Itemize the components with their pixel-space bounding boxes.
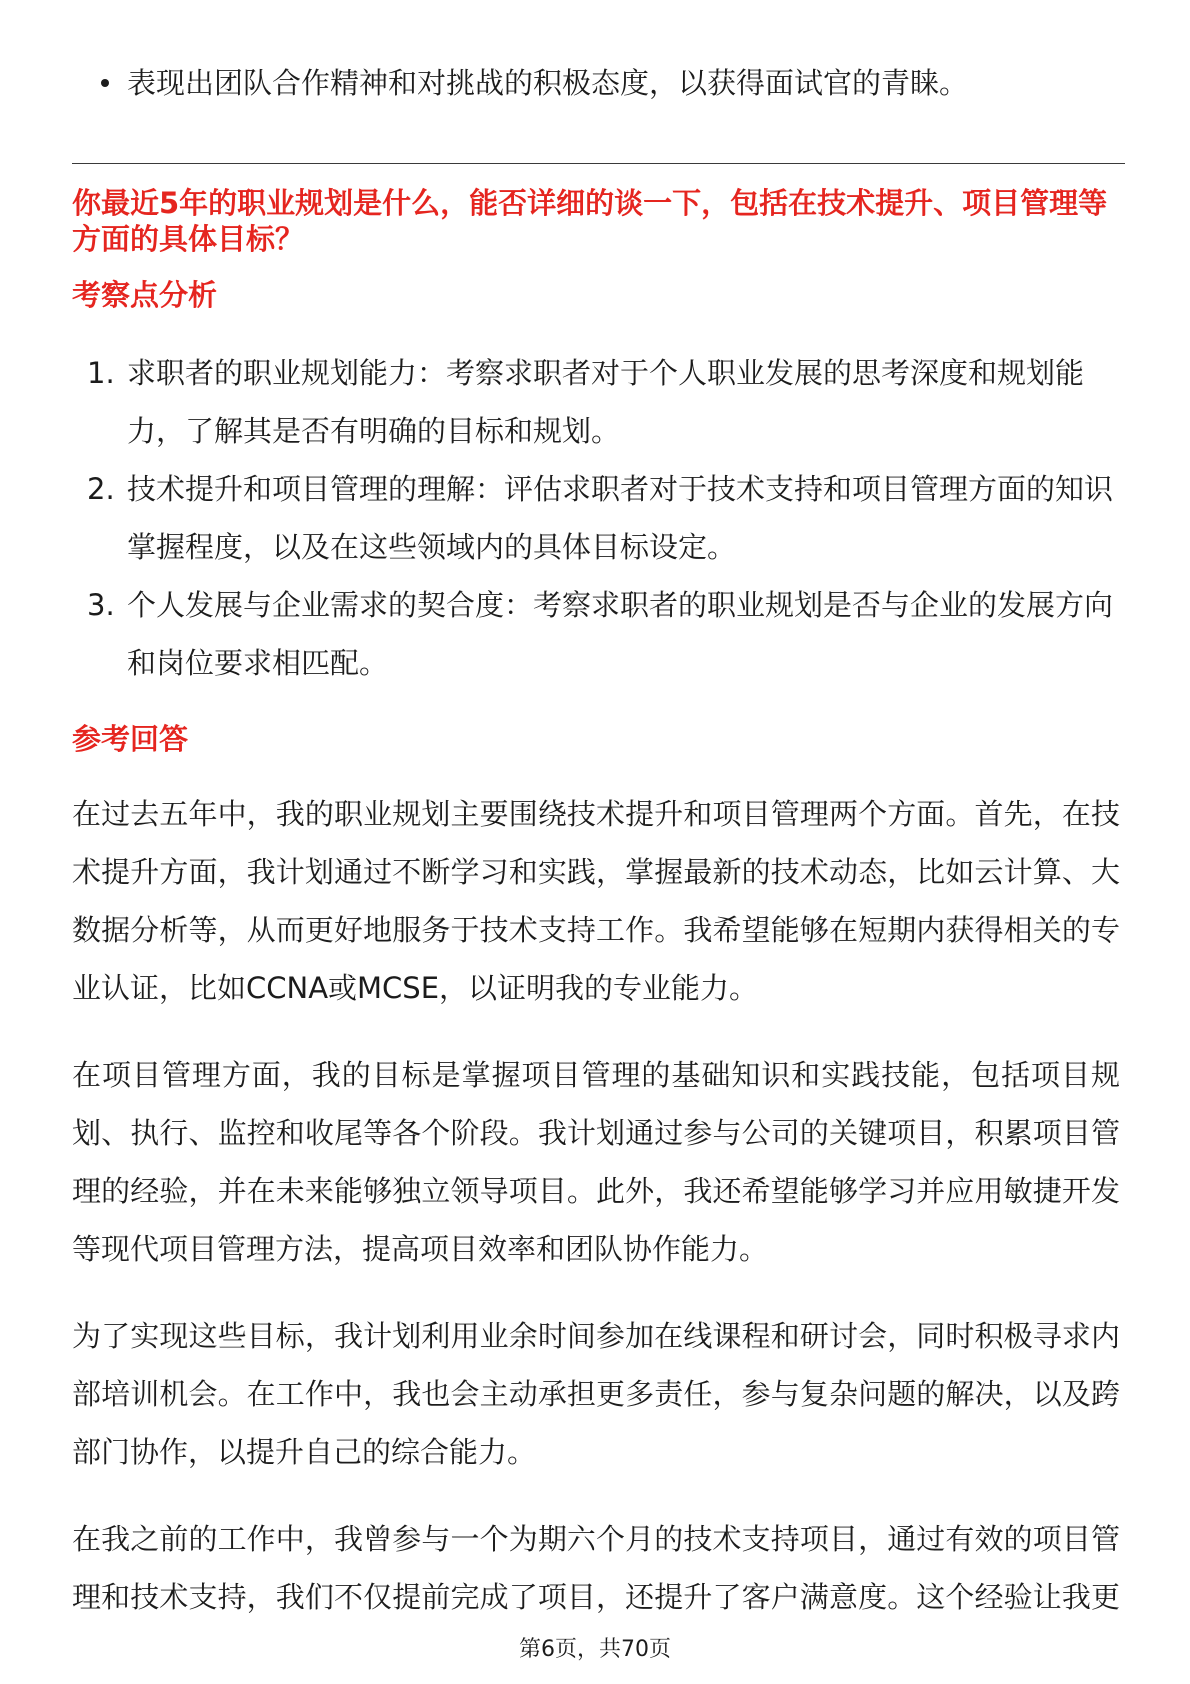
paragraph-line: 在我之前的工作中，我曾参与一个为期六个月的技术支持项目，通过有效的项目管	[72, 1522, 1120, 1556]
analysis-title: 考察点分析	[72, 278, 218, 312]
list-item-line: 和岗位要求相匹配。	[127, 646, 389, 680]
paragraph-line: 部培训机会。在工作中，我也会主动承担更多责任，参与复杂问题的解决，以及跨	[72, 1377, 1120, 1411]
bullet-item: 表现出团队合作精神和对挑战的积极态度，以获得面试官的青睐。	[127, 66, 969, 100]
paragraph-line: 为了实现这些目标，我计划利用业余时间参加在线课程和研讨会，同时积极寻求内	[72, 1319, 1120, 1353]
list-item	[72, 344, 1120, 460]
answer-paragraph	[72, 1510, 1120, 1626]
paragraph-line: 理的经验，并在未来能够独立领导项目。此外，我还希望能够学习并应用敏捷开发	[72, 1174, 1120, 1208]
answer-paragraph	[72, 1046, 1120, 1278]
list-item-line: 技术提升和项目管理的理解：评估求职者对于技术支持和项目管理方面的知识	[127, 472, 1114, 506]
answer-body	[72, 785, 1120, 1655]
list-item	[72, 460, 1120, 576]
answer-paragraph	[72, 1307, 1120, 1481]
paragraph-line: 在过去五年中，我的职业规划主要围绕技术提升和项目管理两个方面。首先，在技	[72, 797, 1120, 831]
paragraph-line: 划、执行、监控和收尾等各个阶段。我计划通过参与公司的关键项目，积累项目管	[72, 1116, 1120, 1150]
list-number: 3.	[87, 588, 115, 622]
page-number: 第6页，共70页	[519, 1637, 671, 1662]
paragraph-line: 业认证，比如CCNA或MCSE，以证明我的专业能力。	[72, 971, 759, 1005]
paragraph-line: 术提升方面，我计划通过不断学习和实践，掌握最新的技术动态，比如云计算、大	[72, 855, 1120, 889]
list-item-line: 个人发展与企业需求的契合度：考察求职者的职业规划是否与企业的发展方向	[127, 588, 1114, 622]
list-item-line: 力，了解其是否有明确的目标和规划。	[127, 414, 621, 448]
list-item	[72, 576, 1120, 692]
bullet-list	[72, 54, 1120, 112]
list-number: 2.	[87, 472, 115, 506]
answer-title: 参考回答	[72, 722, 189, 756]
bullet-dot-icon	[101, 79, 109, 87]
analysis-list	[72, 344, 1120, 692]
paragraph-line: 等现代项目管理方法，提高项目效率和团队协作能力。	[72, 1232, 769, 1266]
paragraph-line: 理和技术支持，我们不仅提前完成了项目，还提升了客户满意度。这个经验让我更	[72, 1580, 1120, 1614]
question-line: 方面的具体目标？	[72, 222, 305, 256]
question-heading	[72, 185, 1120, 257]
paragraph-line: 在项目管理方面，我的目标是掌握项目管理的基础知识和实践技能，包括项目规	[72, 1058, 1120, 1092]
paragraph-line: 部门协作，以提升自己的综合能力。	[72, 1435, 537, 1469]
answer-paragraph	[72, 785, 1120, 1017]
paragraph-line: 数据分析等，从而更好地服务于技术支持工作。我希望能够在短期内获得相关的专	[72, 913, 1120, 947]
section-divider	[72, 163, 1125, 164]
list-item-line: 求职者的职业规划能力：考察求职者对于个人职业发展的思考深度和规划能	[127, 356, 1085, 390]
list-number: 1.	[87, 356, 115, 390]
question-line: 你最近5年的职业规划是什么，能否详细的谈一下，包括在技术提升、项目管理等	[72, 186, 1108, 220]
list-item-line: 掌握程度，以及在这些领域内的具体目标设定。	[127, 530, 737, 564]
